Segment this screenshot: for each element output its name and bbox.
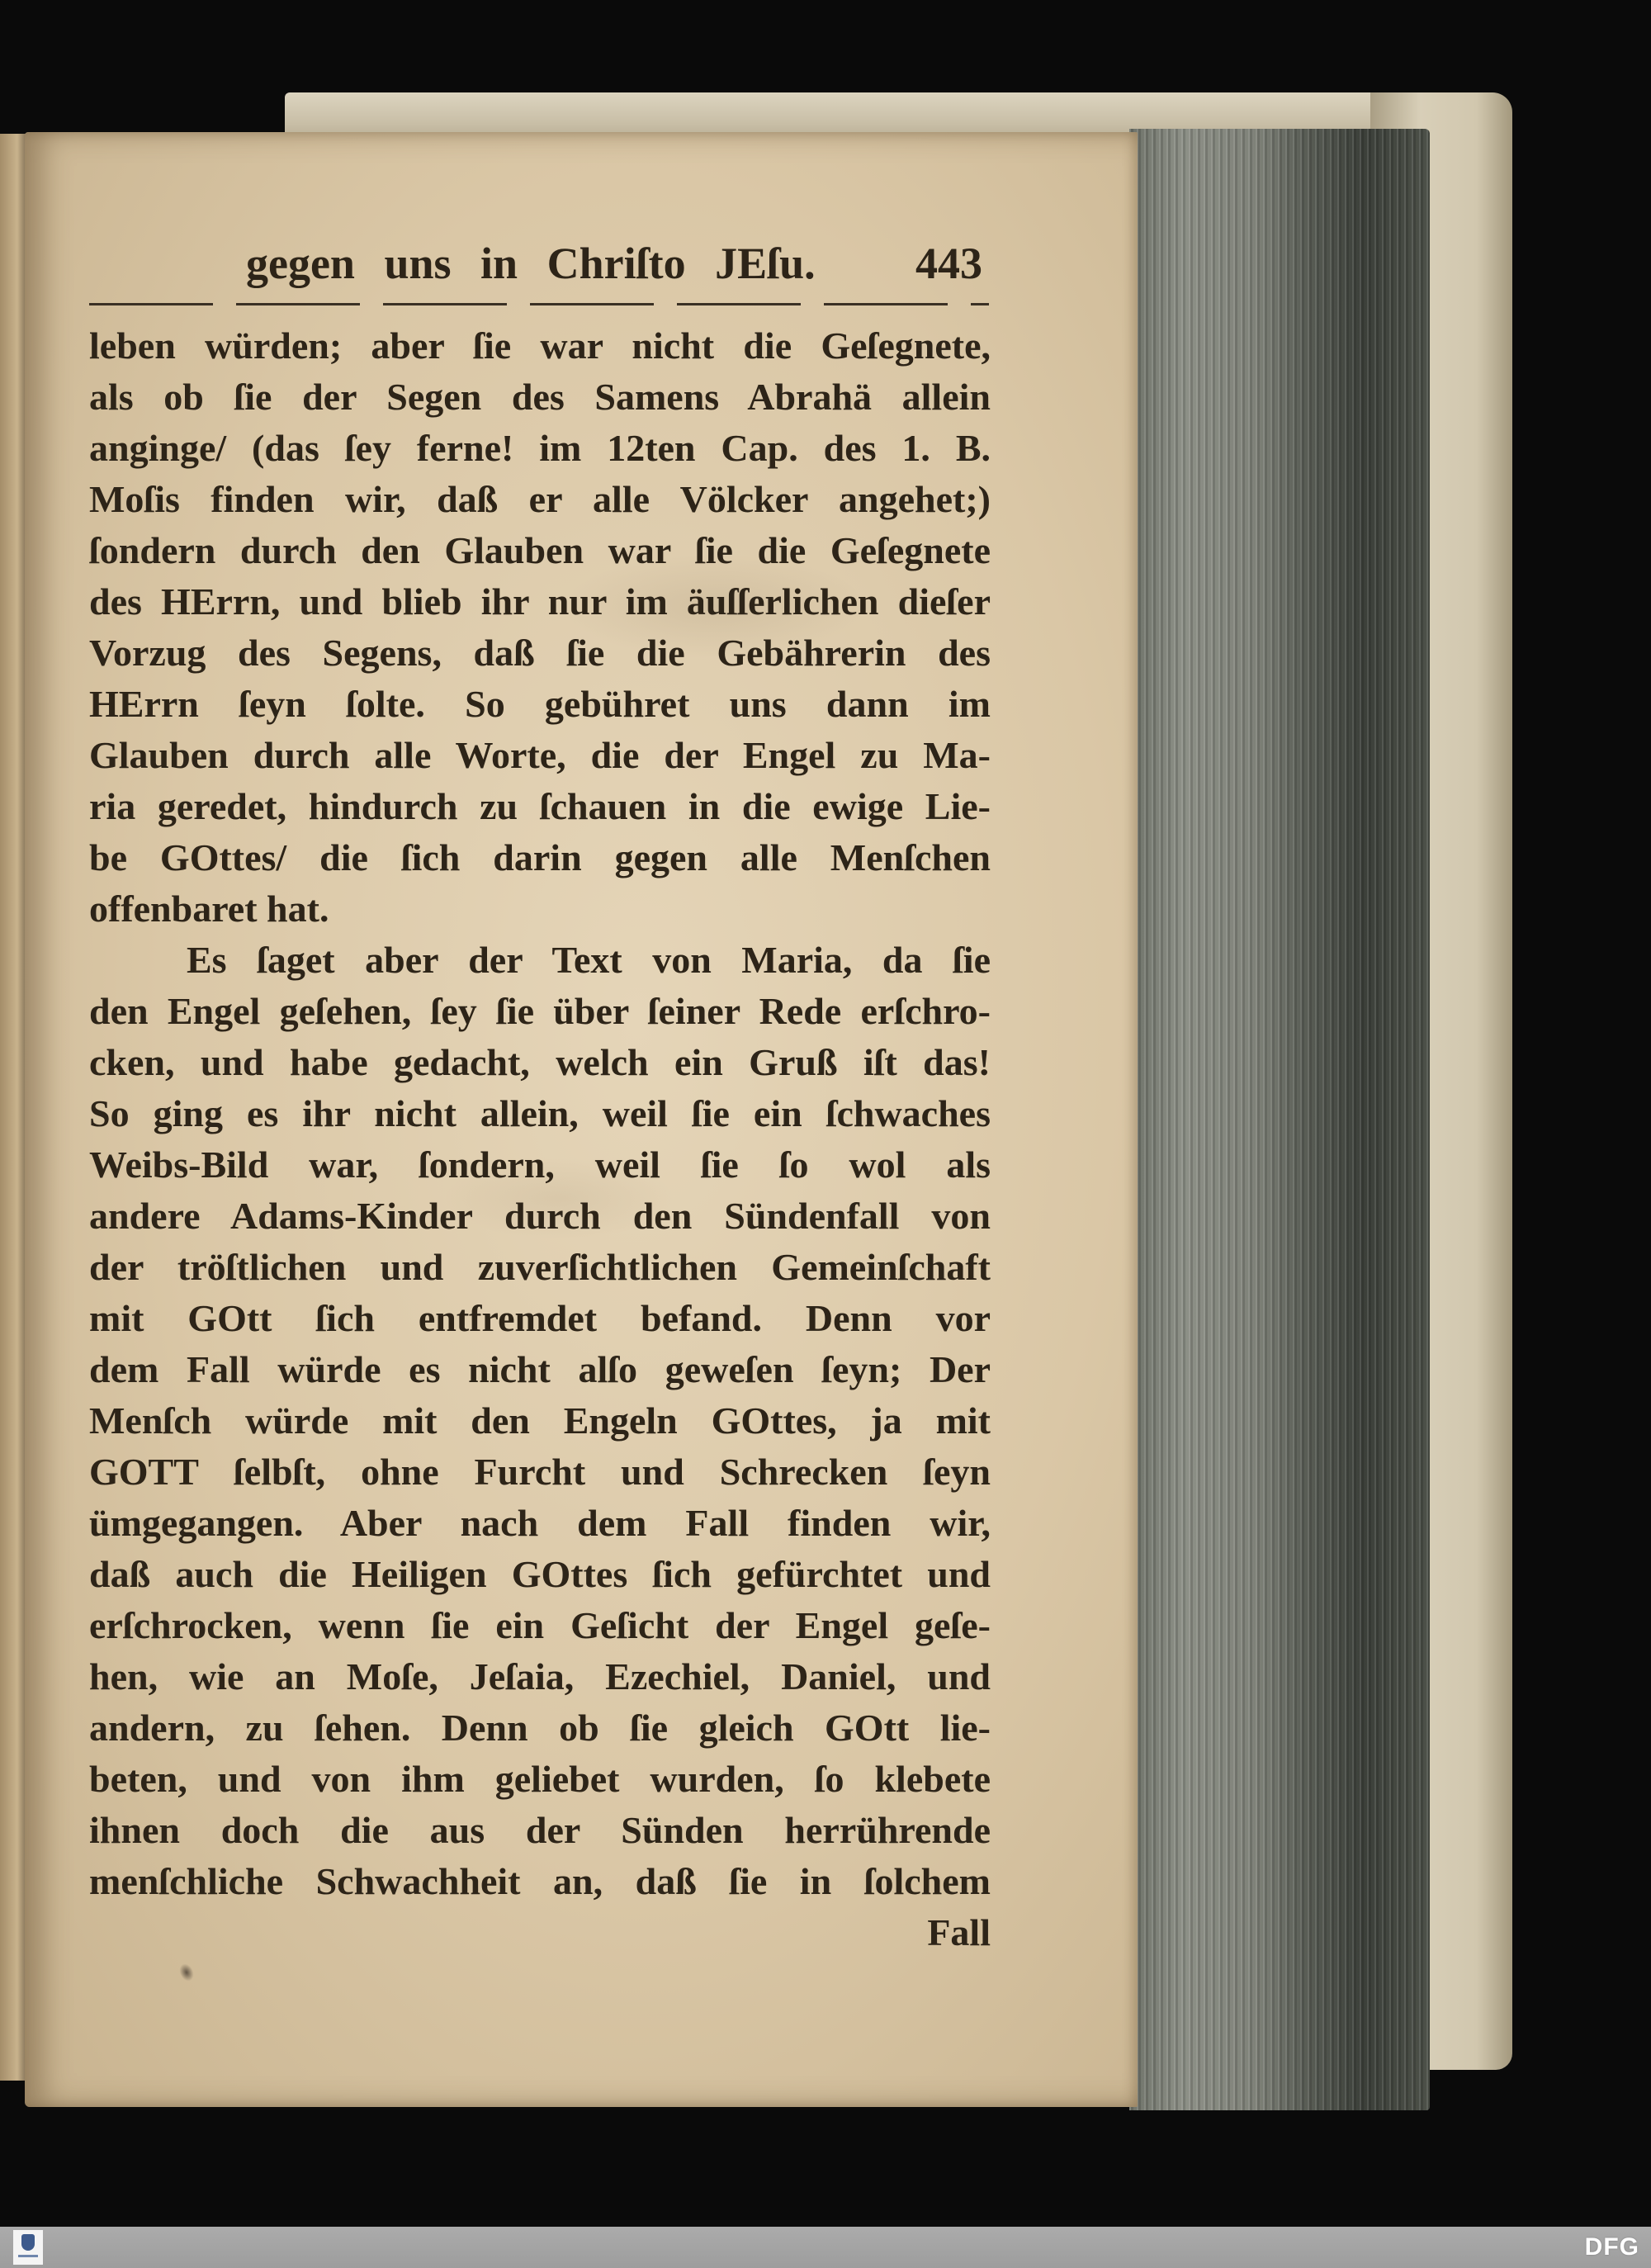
text-line: HErrn ſeyn ſolte. So gebühret uns dann im xyxy=(89,683,991,725)
text-line: als ob ſie der Segen des Samens Abrahä allein xyxy=(89,376,991,418)
text-line: Menſch würde mit den Engeln GOttes, ja mit xyxy=(89,1399,991,1442)
viewer-footer-bar xyxy=(0,2227,1651,2268)
text-line: hen, wie an Moſe, Jeſaia, Ezechiel, Daniel, und xyxy=(89,1655,991,1697)
library-logo xyxy=(13,2230,43,2265)
text-line: be GOttes/ die ſich darin gegen alle Menſchen xyxy=(89,836,991,878)
text-line: andern, zu ſehen. Denn ob ſie gleich GOtt lie- xyxy=(89,1707,991,1749)
page-block-fore-edge xyxy=(1129,129,1430,2110)
text-line: Moſis finden wir, daß er alle Völcker angehet;) xyxy=(89,478,991,520)
text-line: offenbaret hat. xyxy=(89,888,329,930)
text-line: mit GOtt ſich entfremdet befand. Denn vor xyxy=(89,1297,991,1339)
text-line: ihnen doch die aus der Sünden herrührende xyxy=(89,1809,991,1851)
header-rule xyxy=(89,303,989,305)
text-line: den Engel geſehen, ſey ſie über ſeiner Rede erſchro- xyxy=(89,990,991,1032)
text-line: GOTT ſelbſt, ohne Furcht und Schrecken ſeyn xyxy=(89,1451,991,1493)
text-line: Es ſaget aber der Text von Maria, da ſie xyxy=(187,939,991,981)
text-line: ria geredet, hindurch zu ſchauen in die ewige Lie- xyxy=(89,785,991,827)
text-line: anginge/ (das ſey ferne! im 12ten Cap. des 1. B. xyxy=(89,427,991,469)
catchword: Fall xyxy=(927,1911,991,1953)
text-line: Vorzug des Segens, daß ſie die Gebährerin des xyxy=(89,632,991,674)
running-head: gegen uns in Chriſto JEſu. xyxy=(246,239,816,288)
book-page xyxy=(25,132,1138,2107)
text-line: cken, und habe gedacht, welch ein Gruß iſt das! xyxy=(89,1041,991,1083)
library-crest-icon xyxy=(21,2234,35,2251)
text-line: des HErrn, und blieb ihr nur im äuſſerlichen dieſer xyxy=(89,580,991,623)
body-text xyxy=(89,320,991,1958)
ink-stain xyxy=(177,1962,196,1984)
library-logo-bar xyxy=(18,2255,38,2257)
text-line: dem Fall würde es nicht alſo geweſen ſeyn; Der xyxy=(89,1348,991,1390)
dfg-logo: DFG xyxy=(1584,2233,1639,2261)
page-number: 443 xyxy=(915,239,982,288)
text-line: andere Adams-Kinder durch den Sündenfall von xyxy=(89,1195,991,1237)
text-line: beten, und von ihm geliebet wurden, ſo klebete xyxy=(89,1758,991,1800)
text-line: Glauben durch alle Worte, die der Engel zu Ma- xyxy=(89,734,991,776)
text-line: daß auch die Heiligen GOttes ſich gefürchtet und xyxy=(89,1553,991,1595)
text-line: So ging es ihr nicht allein, weil ſie ein ſchwaches xyxy=(89,1092,991,1134)
text-line: ümgegangen. Aber nach dem Fall finden wir, xyxy=(89,1502,991,1544)
text-line: der tröſtlichen und zuverſichtlichen Gemeinſchaft xyxy=(89,1246,991,1288)
text-line: erſchrocken, wenn ſie ein Geſicht der Engel geſe- xyxy=(89,1604,991,1646)
text-line: leben würden; aber ſie war nicht die Geſegnete, xyxy=(89,324,991,367)
text-line: ſondern durch den Glauben war ſie die Geſegnete xyxy=(89,529,991,571)
text-line: Weibs-Bild war, ſondern, weil ſie ſo wol als xyxy=(89,1143,991,1186)
text-line: menſchliche Schwachheit an, daß ſie in ſolchem xyxy=(89,1860,991,1902)
